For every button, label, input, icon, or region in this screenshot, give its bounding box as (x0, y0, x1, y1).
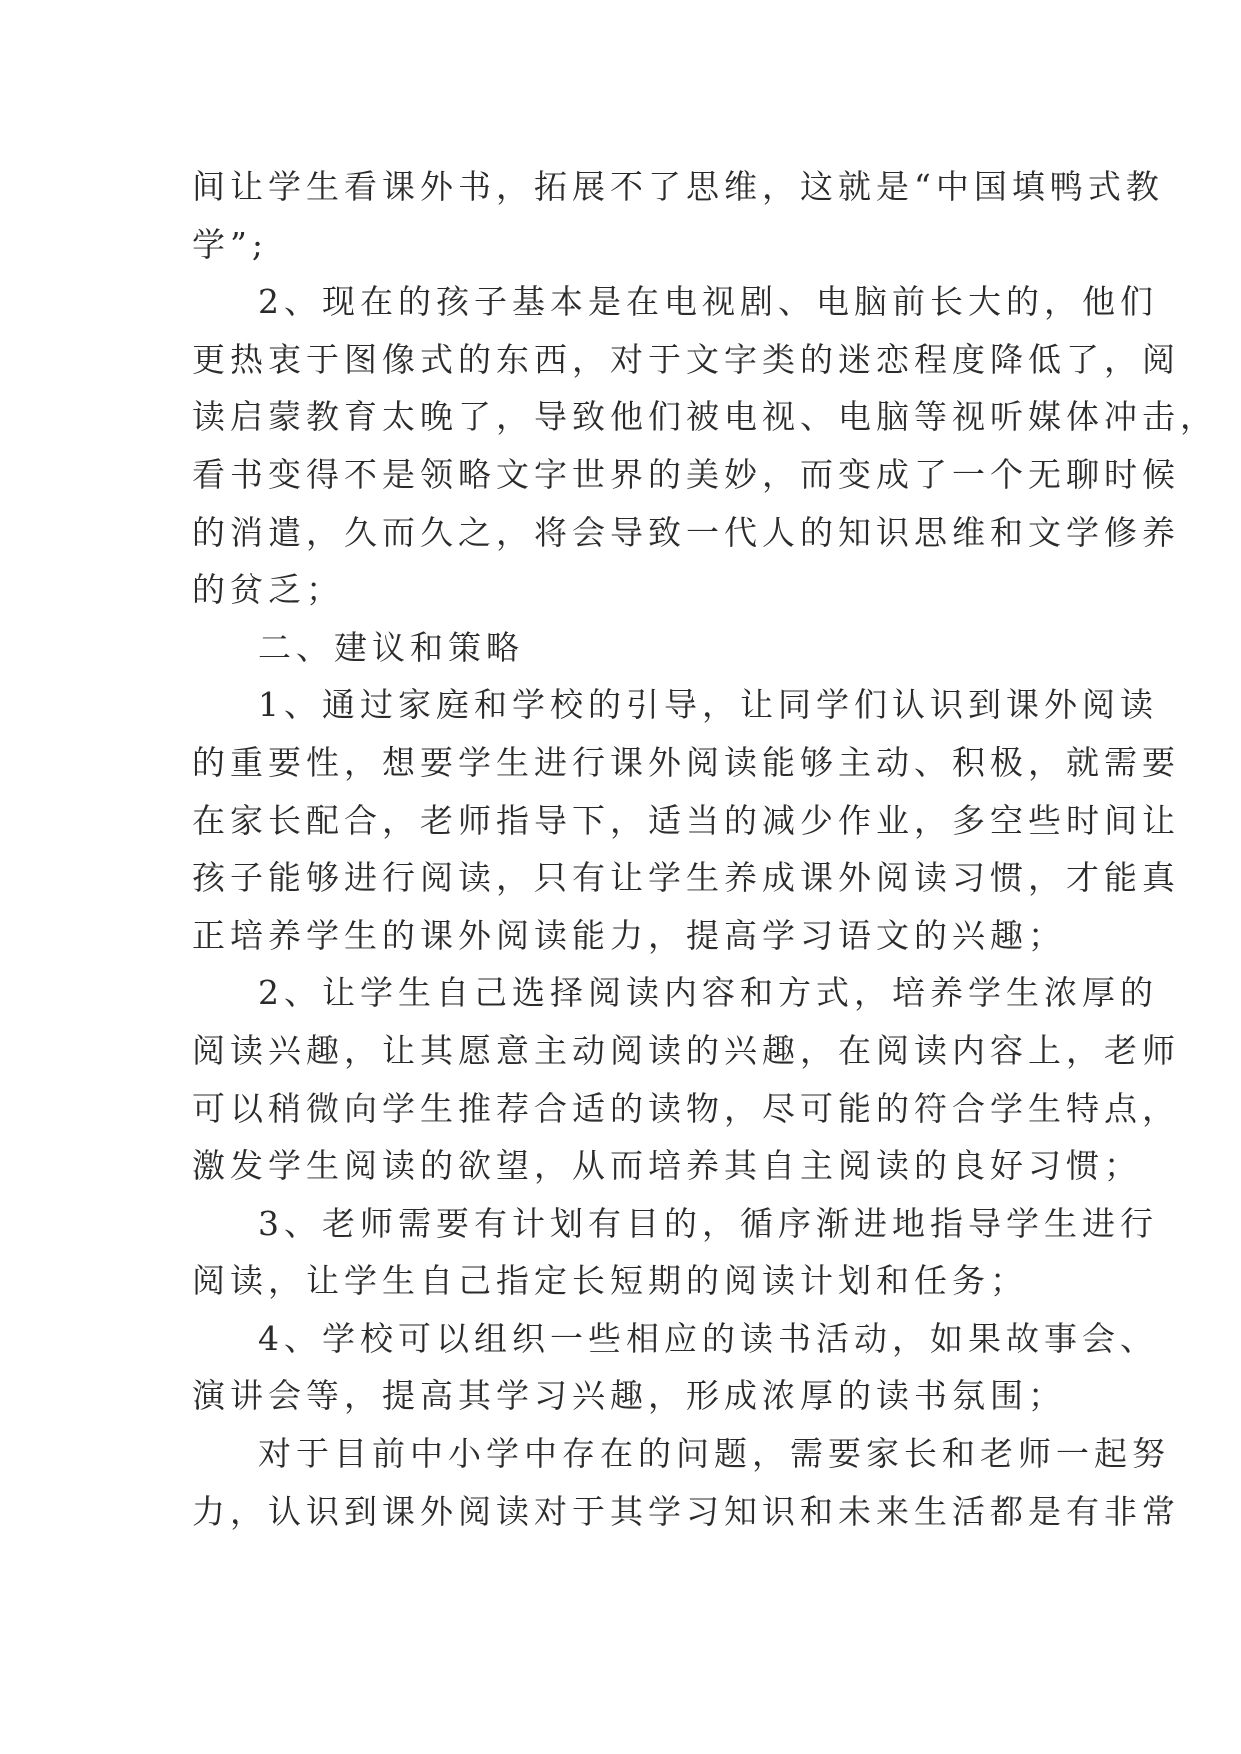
text-line: 阅读兴趣，让其愿意主动阅读的兴趣，在阅读内容上，老师 (192, 1030, 1180, 1070)
text-line: 2、现在的孩子基本是在电视剧、电脑前长大的，他们 (258, 282, 1158, 322)
paragraph-suggestion-3 (192, 1195, 1158, 1310)
text-line: 1、通过家庭和学校的引导，让同学们认识到课外阅读 (258, 685, 1158, 725)
text-line: 的贫乏； (192, 570, 344, 610)
text-line: 的重要性，想要学生进行课外阅读能够主动、积极，就需要 (192, 742, 1180, 782)
text-line: 读启蒙教育太晚了，导致他们被电视、电脑等视听媒体冲击， (192, 397, 1218, 437)
text-line: 学”; (192, 224, 268, 264)
section-heading (192, 619, 1052, 677)
paragraph-suggestion-1 (192, 676, 1180, 964)
document-body (192, 158, 1218, 1540)
paragraph-continuation (192, 158, 1164, 273)
text-line: 看书变得不是领略文字世界的美妙，而变成了一个无聊时候 (192, 454, 1180, 494)
text-line: 激发学生阅读的欲望，从而培养其自主阅读的良好习惯； (192, 1146, 1142, 1186)
text-line: 力，认识到课外阅读对于其学习知识和未来生活都是有非常 (192, 1491, 1180, 1531)
text-line: 正培养学生的课外阅读能力，提高学习语文的兴趣； (192, 915, 1066, 955)
paragraph-suggestion-4 (192, 1310, 1158, 1425)
paragraph-conclusion (192, 1425, 1180, 1540)
paragraph-suggestion-2 (192, 964, 1180, 1194)
paragraph-problem-2 (192, 273, 1218, 619)
text-line: 2、让学生自己选择阅读内容和方式，培养学生浓厚的 (258, 973, 1158, 1013)
text-line: 可以稍微向学生推荐合适的读物，尽可能的符合学生特点， (192, 1088, 1180, 1128)
text-line: 孩子能够进行阅读，只有让学生养成课外阅读习惯，才能真 (192, 858, 1180, 898)
text-line: 的消遣，久而久之，将会导致一代人的知识思维和文学修养 (192, 512, 1180, 552)
text-line: 对于目前中小学中存在的问题，需要家长和老师一起努 (258, 1434, 1170, 1474)
text-line: 间让学生看课外书，拓展不了思维，这就是“中国填鸭式教 (192, 167, 1164, 206)
text-line: 演讲会等，提高其学习兴趣，形成浓厚的读书氛围； (192, 1376, 1066, 1416)
text-line: 4、学校可以组织一些相应的读书活动，如果故事会、 (258, 1318, 1158, 1358)
text-line: 在家长配合，老师指导下，适当的减少作业，多空些时间让 (192, 800, 1180, 840)
text-line: 更热衷于图像式的东西，对于文字类的迷恋程度降低了，阅 (192, 339, 1180, 379)
text-line: 3、老师需要有计划有目的，循序渐进地指导学生进行 (258, 1203, 1158, 1243)
text-line: 阅读，让学生自己指定长短期的阅读计划和任务； (192, 1261, 1028, 1301)
heading-line: 二、建议和策略 (258, 627, 524, 667)
